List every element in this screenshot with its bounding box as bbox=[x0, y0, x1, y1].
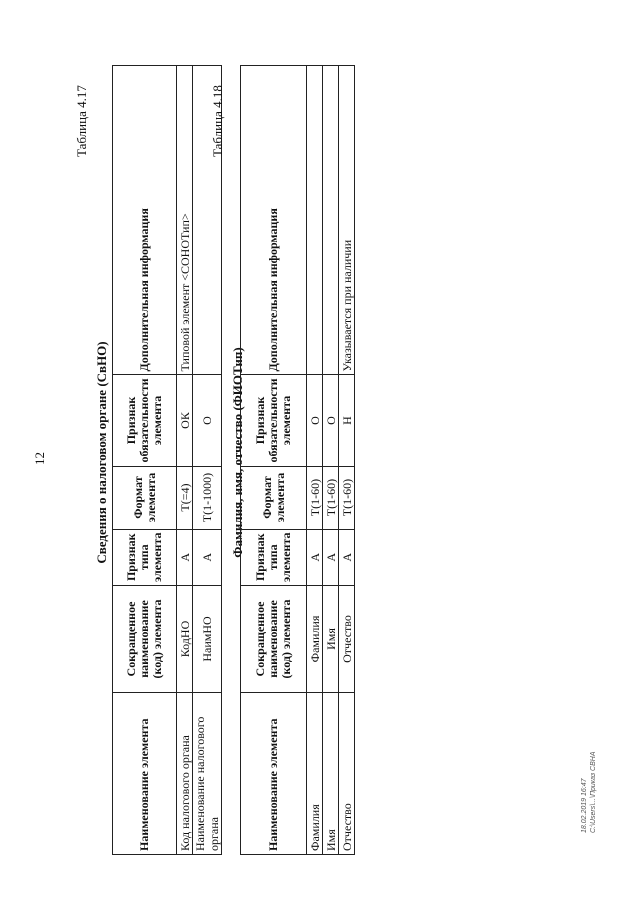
stamp-date: 18.02.2019 16:47 bbox=[581, 778, 588, 833]
table-4-18-label: Таблица 4.18 bbox=[210, 85, 225, 157]
cell-required: О bbox=[323, 375, 339, 466]
table-4-17-title: Сведения о налоговом органе (СвНО) bbox=[94, 341, 109, 564]
header-element-format: Формат элемента bbox=[113, 466, 177, 529]
cell-info: Указывается при наличии bbox=[339, 66, 355, 375]
header-element-format: Формат элемента bbox=[241, 466, 307, 529]
header-element-required: Признак обязательности элемента bbox=[113, 375, 177, 466]
table-header-row bbox=[113, 66, 177, 855]
cell-type: А bbox=[177, 529, 193, 585]
table-4-17 bbox=[112, 65, 222, 855]
cell-type: А bbox=[339, 529, 355, 585]
cell-format: Т(1-60) bbox=[339, 466, 355, 529]
header-element-type: Признак типа элемента bbox=[241, 529, 307, 585]
cell-type: А bbox=[323, 529, 339, 585]
table-row bbox=[307, 66, 323, 855]
header-element-code: Сокращенное наименование (код) элемента bbox=[241, 586, 307, 693]
table-header-row bbox=[241, 66, 307, 855]
table-row bbox=[193, 66, 222, 855]
header-element-name: Наименование элемента bbox=[113, 693, 177, 855]
cell-name: Имя bbox=[323, 693, 339, 855]
table-4-17-label: Таблица 4.17 bbox=[74, 85, 89, 157]
cell-format: Т(1-60) bbox=[307, 466, 323, 529]
cell-required: О bbox=[193, 375, 222, 466]
cell-info bbox=[323, 66, 339, 375]
file-stamp bbox=[580, 752, 598, 834]
cell-info: Типовой элемент <СОНОТип> bbox=[177, 66, 193, 375]
cell-code: Фамилия bbox=[307, 586, 323, 693]
header-element-name: Наименование элемента bbox=[241, 693, 307, 855]
cell-info bbox=[307, 66, 323, 375]
cell-code: Имя bbox=[323, 586, 339, 693]
table-4-18-title: Фамилия, имя, отчество (ФИОТип) bbox=[230, 347, 245, 558]
cell-type: А bbox=[307, 529, 323, 585]
header-element-type: Признак типа элемента bbox=[113, 529, 177, 585]
cell-required: Н bbox=[339, 375, 355, 466]
cell-required: ОК bbox=[177, 375, 193, 466]
table-4-18 bbox=[240, 65, 355, 855]
cell-format: Т(1-1000) bbox=[193, 466, 222, 529]
header-element-code: Сокращенное наименование (код) элемента bbox=[113, 586, 177, 693]
page-number: 12 bbox=[32, 452, 47, 465]
cell-name: Код налогового органа bbox=[177, 693, 193, 855]
header-additional-info: Дополнительная информация bbox=[241, 66, 307, 375]
cell-format: Т(1-60) bbox=[323, 466, 339, 529]
cell-code: Отчество bbox=[339, 586, 355, 693]
header-element-required: Признак обязательности элемента bbox=[241, 375, 307, 466]
stamp-path: С:\Users\...\Приказ СВНА bbox=[590, 751, 597, 833]
cell-code: НаимНО bbox=[193, 586, 222, 693]
cell-type: А bbox=[193, 529, 222, 585]
table-row bbox=[177, 66, 193, 855]
header-additional-info: Дополнительная информация bbox=[113, 66, 177, 375]
cell-code: КодНО bbox=[177, 586, 193, 693]
table-row bbox=[323, 66, 339, 855]
cell-name: Отчество bbox=[339, 693, 355, 855]
cell-format: Т(=4) bbox=[177, 466, 193, 529]
cell-name: Фамилия bbox=[307, 693, 323, 855]
cell-required: О bbox=[307, 375, 323, 466]
table-row bbox=[339, 66, 355, 855]
cell-name: Наименование налогового органа bbox=[193, 693, 222, 855]
